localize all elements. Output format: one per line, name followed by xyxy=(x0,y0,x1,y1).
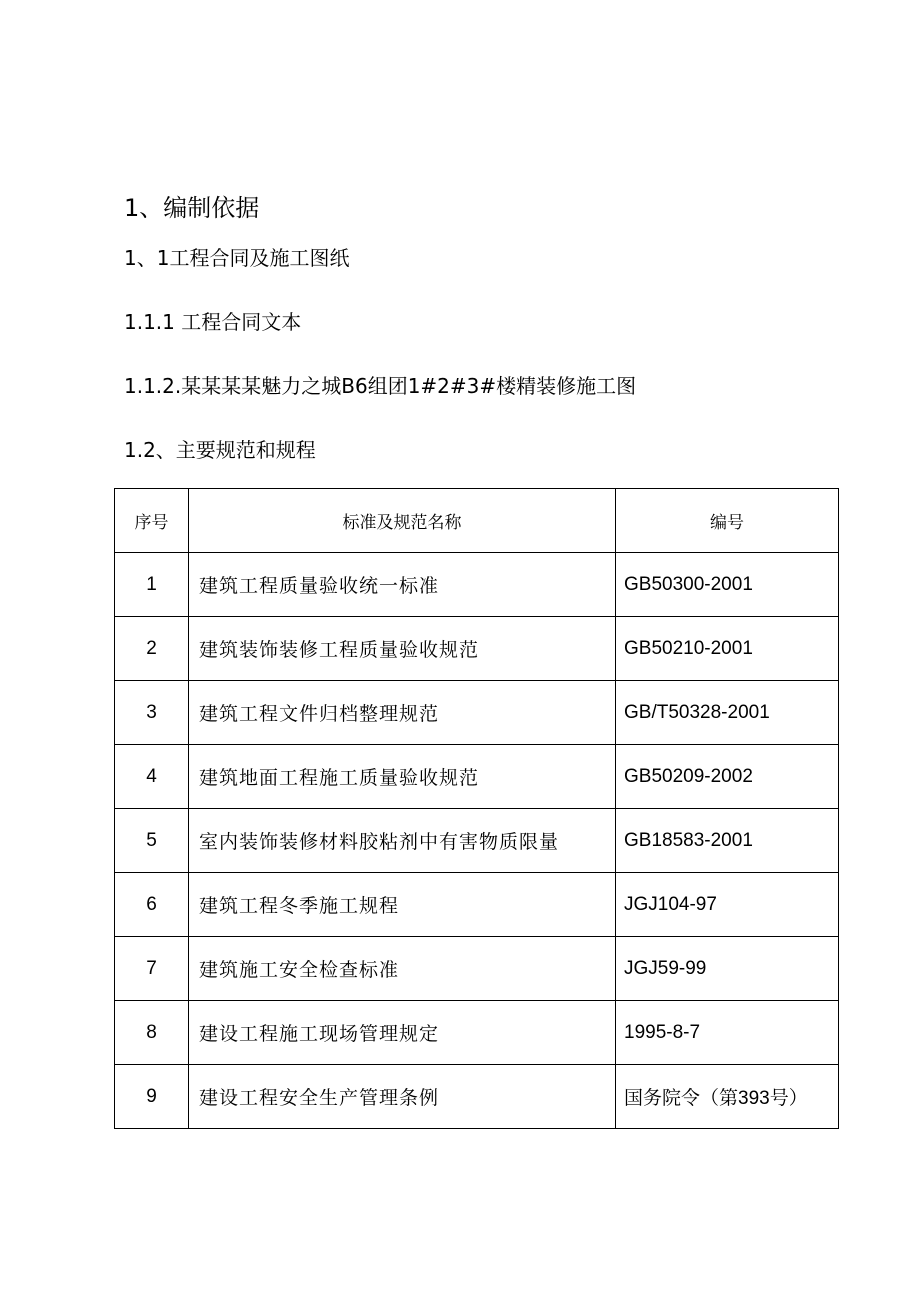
table-row xyxy=(115,1001,839,1065)
table-row xyxy=(115,873,839,937)
row-standard-code: GB/T50328-2001 xyxy=(616,681,839,745)
row-index: 5 xyxy=(115,809,189,873)
row-standard-name: 建设工程安全生产管理条例 xyxy=(189,1065,616,1129)
row-standard-code: GB50210-2001 xyxy=(616,617,839,681)
row-standard-name: 建筑工程质量验收统一标准 xyxy=(189,553,616,617)
row-standard-code: JGJ104-97 xyxy=(616,873,839,937)
row-standard-name: 建设工程施工现场管理规定 xyxy=(189,1001,616,1065)
row-standard-name: 建筑地面工程施工质量验收规范 xyxy=(189,745,616,809)
row-index: 4 xyxy=(115,745,189,809)
row-standard-code: GB50300-2001 xyxy=(616,553,839,617)
standards-table xyxy=(114,488,839,1129)
header-name: 标准及规范名称 xyxy=(189,489,616,553)
header-index: 序号 xyxy=(115,489,189,553)
row-index: 9 xyxy=(115,1065,189,1129)
row-standard-code: 国务院令（第393号） xyxy=(616,1065,839,1129)
header-code: 编号 xyxy=(616,489,839,553)
row-index: 1 xyxy=(115,553,189,617)
row-standard-name: 建筑工程文件归档整理规范 xyxy=(189,681,616,745)
table-row xyxy=(115,1065,839,1129)
row-standard-name: 室内装饰装修材料胶粘剂中有害物质限量 xyxy=(189,809,616,873)
section-heading-1-2: 1.2、主要规范和规程 xyxy=(124,438,316,462)
table-row xyxy=(115,553,839,617)
row-standard-code: 1995-8-7 xyxy=(616,1001,839,1065)
table-row xyxy=(115,617,839,681)
row-index: 8 xyxy=(115,1001,189,1065)
row-index: 7 xyxy=(115,937,189,1001)
row-index: 6 xyxy=(115,873,189,937)
section-heading-1-1-2: 1.1.2.某某某某魅力之城B6组团1#2#3#楼精装修施工图 xyxy=(124,374,637,398)
row-standard-name: 建筑施工安全检查标准 xyxy=(189,937,616,1001)
table-row xyxy=(115,937,839,1001)
section-heading-1-1: 1、1工程合同及施工图纸 xyxy=(124,246,350,270)
row-standard-code: GB50209-2002 xyxy=(616,745,839,809)
row-standard-name: 建筑装饰装修工程质量验收规范 xyxy=(189,617,616,681)
row-standard-code: JGJ59-99 xyxy=(616,937,839,1001)
row-standard-code: GB18583-2001 xyxy=(616,809,839,873)
section-heading-1-1-1: 1.1.1 工程合同文本 xyxy=(124,310,302,334)
table-row xyxy=(115,681,839,745)
row-index: 3 xyxy=(115,681,189,745)
row-standard-name: 建筑工程冬季施工规程 xyxy=(189,873,616,937)
table-header-row xyxy=(115,489,839,553)
section-heading-1: 1、编制依据 xyxy=(124,194,260,222)
table-row xyxy=(115,745,839,809)
row-index: 2 xyxy=(115,617,189,681)
table-row xyxy=(115,809,839,873)
